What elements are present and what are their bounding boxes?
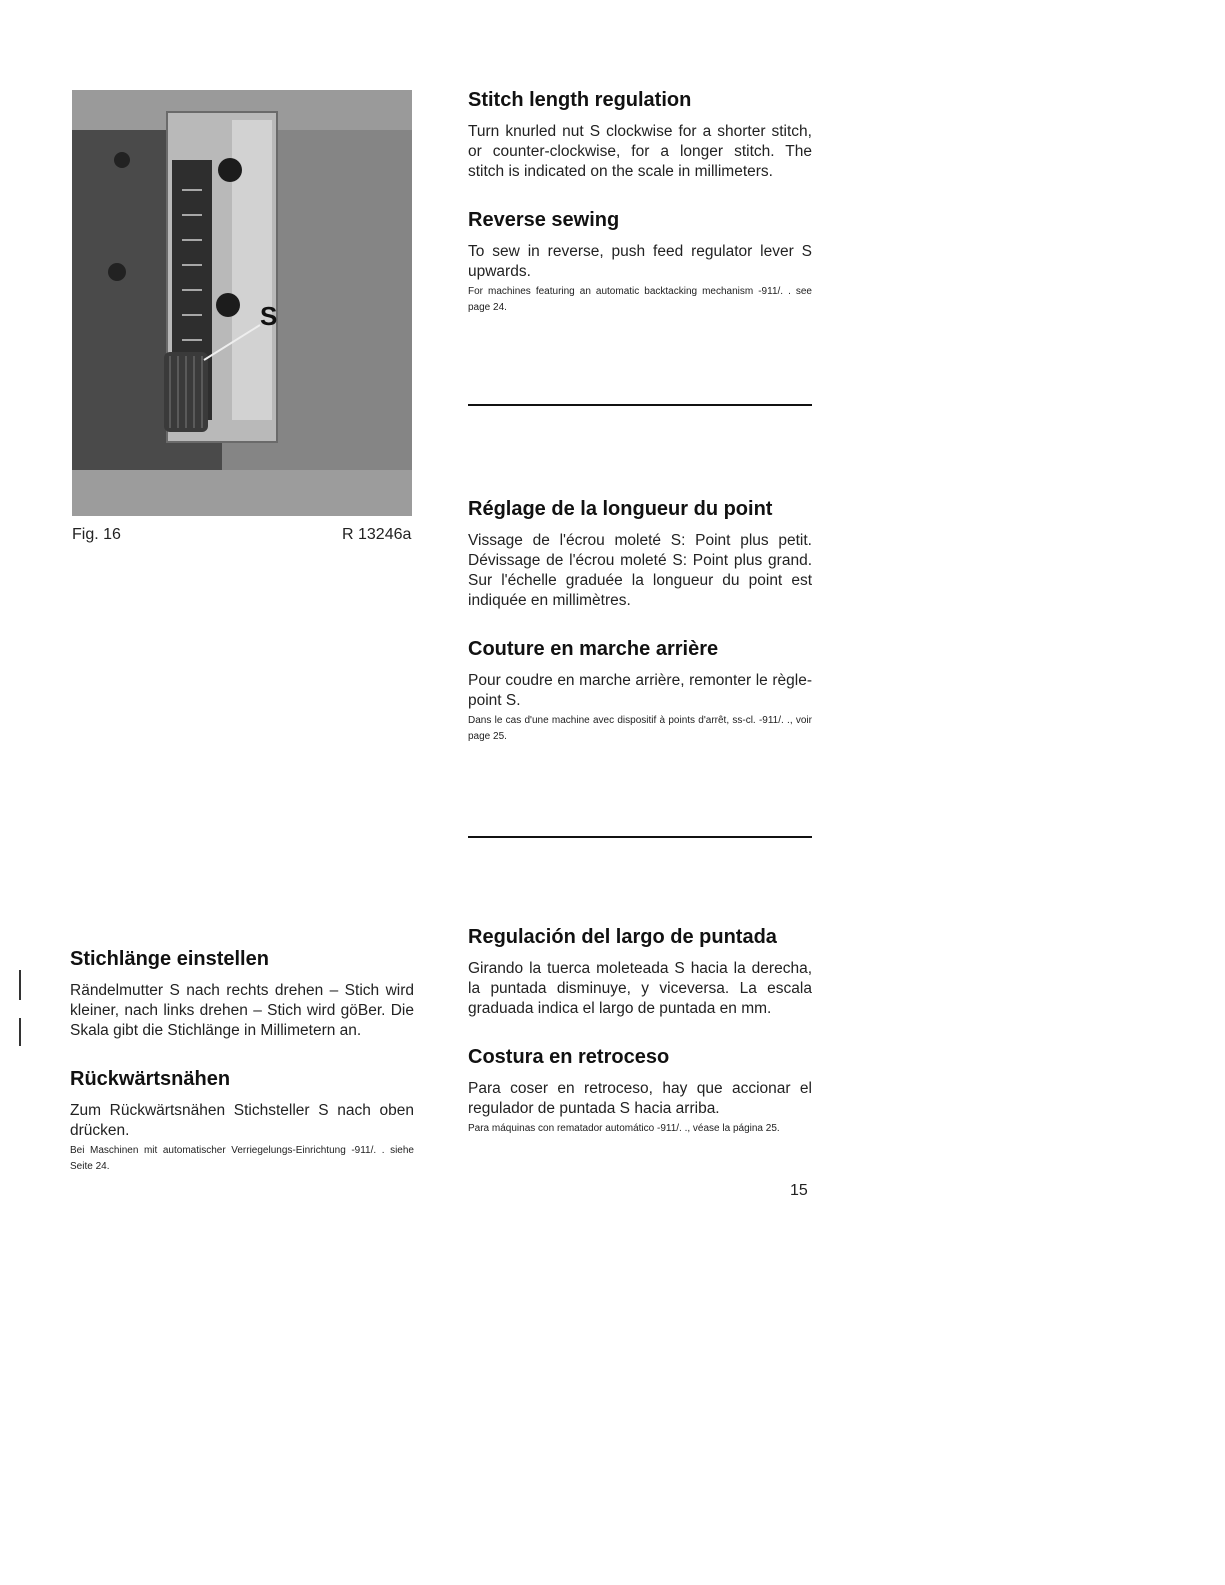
german-reverse-body: Zum Rückwärtsnähen Stichsteller S nach oben drücken. (70, 1102, 414, 1139)
french-stitch-length-title: Réglage de la longueur du point (468, 498, 773, 520)
sewing-machine-stitch-regulator-photo-icon (72, 90, 412, 516)
spanish-section (468, 925, 812, 1163)
french-stitch-length-body: Vissage de l'écrou moleté S: Point plus petit. Dévissage de l'écrou moleté S: Point plus grand. Sur l'échelle graduée la longueur du point est indiquée en millimètres. (468, 532, 812, 609)
french-section (468, 497, 812, 771)
figure-marker-s: S (260, 301, 278, 331)
french-reverse-body: Pour coudre en marche arrière, remonter le règle-point S. (468, 672, 812, 709)
spanish-stitch-length-title: Regulación del largo de puntada (468, 926, 777, 948)
german-stitch-length-body: Rändelmutter S nach rechts drehen – Stich wird kleiner, nach links drehen – Stich wird göBer. Die Skala gibt die Stichlänge in Millimetern an. (70, 982, 414, 1039)
german-section (70, 947, 414, 1201)
figure-label: Fig. 16 (72, 526, 121, 543)
spanish-reverse-note: Para máquinas con rematador automático -911/. ., véase la página 25. (468, 1123, 780, 1134)
english-reverse-title: Reverse sewing (468, 209, 620, 231)
english-reverse-body: To sew in reverse, push feed regulator lever S upwards. (468, 243, 812, 280)
section-divider-1 (468, 404, 812, 406)
figure-photo (72, 90, 412, 516)
spanish-reverse-body: Para coser en retroceso, hay que accionar el regulador de puntada S hacia arriba. (468, 1080, 812, 1117)
german-reverse-note: Bei Maschinen mit automatischer Verriegelungs-Einrichtung -911/. . siehe Seite 24. (70, 1145, 414, 1172)
spanish-reverse-title: Costura en retroceso (468, 1046, 670, 1068)
english-stitch-length-title: Stitch length regulation (468, 89, 692, 111)
english-reverse-note: For machines featuring an automatic backtacking mechanism -911/. . see page 24. (468, 286, 812, 313)
figure-code: R 13246a (342, 526, 412, 543)
page-number: 15 (790, 1182, 808, 1199)
english-stitch-length-body: Turn knurled nut S clockwise for a shorter stitch, or counter-clockwise, for a longer stitch. The stitch is indicated on the scale in millimeters. (468, 123, 812, 180)
binder-mark-top (19, 970, 21, 1000)
french-reverse-title: Couture en marche arrière (468, 638, 719, 660)
binder-mark-bottom (19, 1018, 21, 1046)
english-section (468, 88, 812, 342)
spanish-stitch-length-body: Girando la tuerca moleteada S hacia la derecha, la puntada disminuye, y viceversa. La escala graduada indica el largo de puntada en mm. (468, 960, 812, 1017)
german-reverse-title: Rückwärtsnähen (70, 1068, 231, 1090)
german-stitch-length-title: Stichlänge einstellen (70, 948, 269, 970)
section-divider-2 (468, 836, 812, 838)
french-reverse-note: Dans le cas d'une machine avec dispositif à points d'arrêt, ss-cl. -911/. ., voir page 25. (468, 715, 812, 742)
